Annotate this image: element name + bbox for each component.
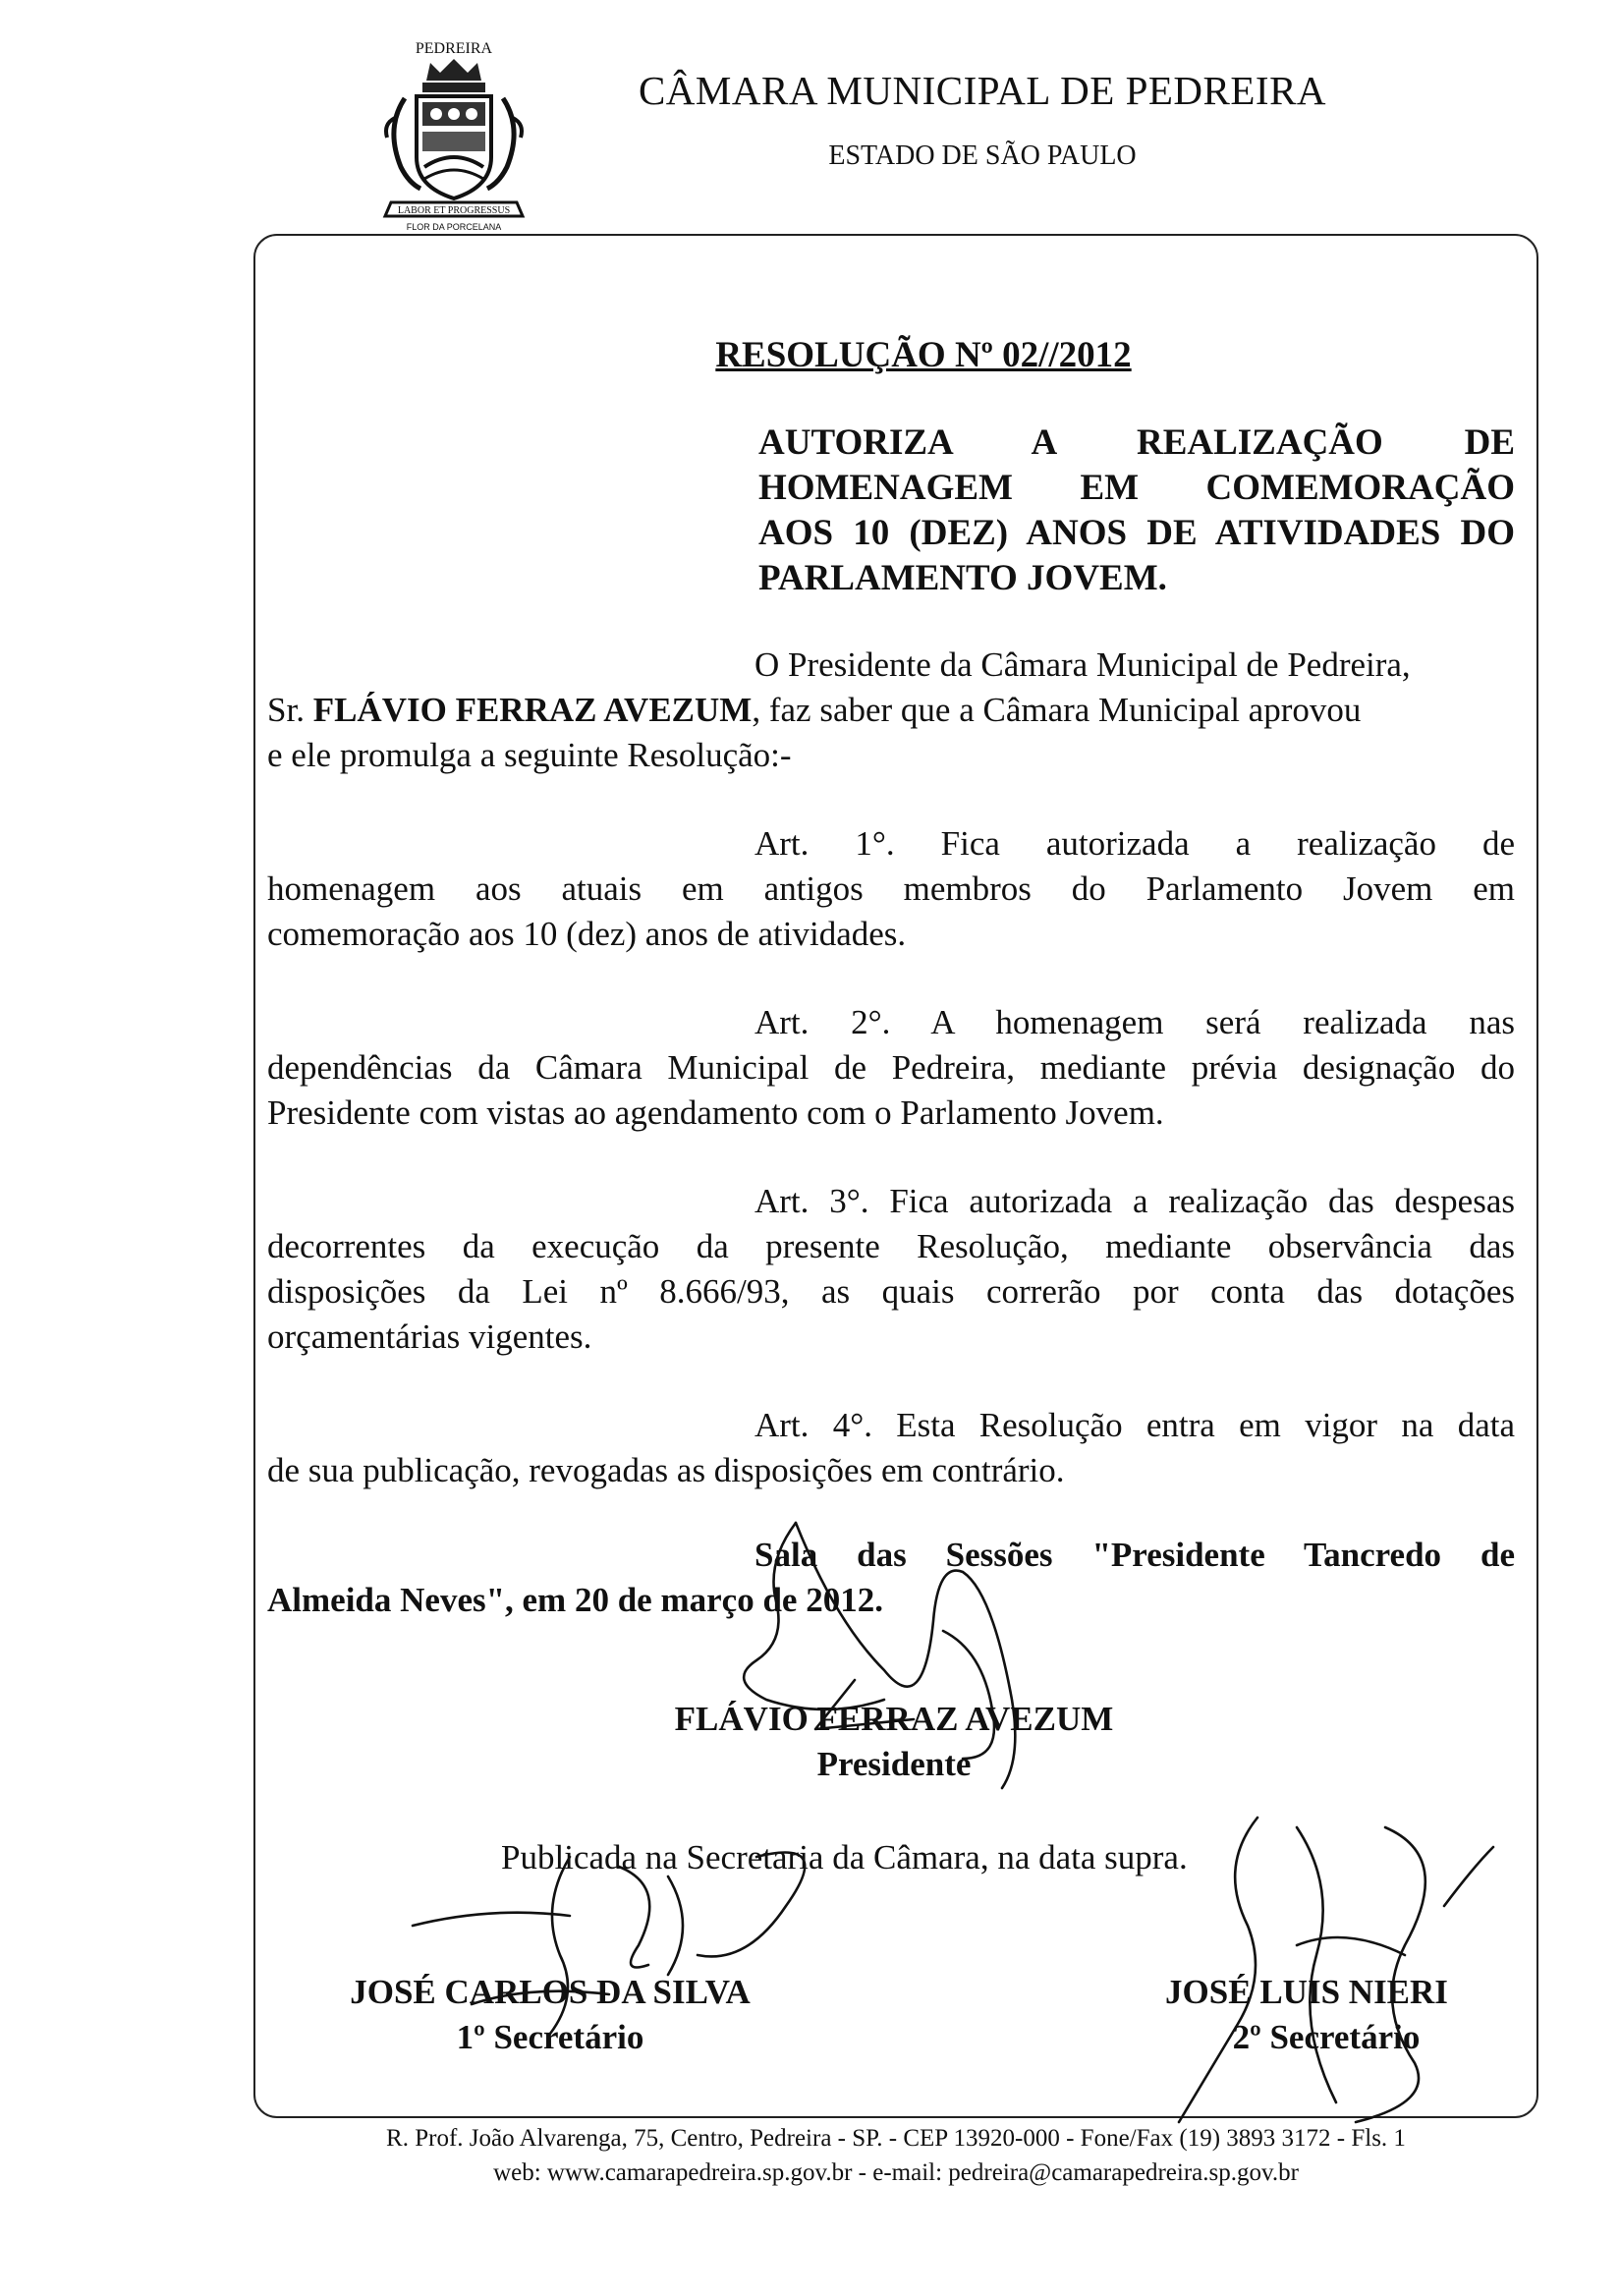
ementa — [758, 420, 1515, 601]
preamble-line: e ele promulga a seguinte Resolução:- — [267, 736, 792, 774]
closing-line: Sala das Sessões "Presidente Tancredo de — [754, 1536, 1515, 1574]
article-1 — [267, 821, 1515, 957]
article-line: de sua publicação, revogadas as disposições em contrário. — [267, 1451, 1065, 1489]
article-4 — [267, 1403, 1515, 1493]
article-line: Presidente com vistas ao agendamento com o Parlamento Jovem. — [267, 1093, 1164, 1132]
article-3 — [267, 1179, 1515, 1360]
preamble-suffix: , faz saber que a Câmara Municipal aprovou — [752, 691, 1362, 729]
article-2 — [267, 1000, 1515, 1136]
article-line: decorrentes da execução da presente Resolução, mediante observância das — [267, 1227, 1515, 1265]
article-line: Art. 2°. A homenagem será realizada nas — [754, 1003, 1515, 1041]
municipal-crest-logo — [365, 29, 542, 246]
article-line: comemoração aos 10 (dez) anos de atividades. — [267, 915, 907, 953]
crest-motto: LABOR ET PROGRESSUS — [397, 205, 511, 216]
article-line: orçamentárias vigentes. — [267, 1317, 592, 1356]
preamble — [267, 643, 1515, 778]
organization-name: CÂMARA MUNICIPAL DE PEDREIRA — [638, 68, 1327, 113]
preamble-line — [267, 688, 1515, 733]
footer-web: web: www.camarapedreira.sp.gov.br - e-mail: pedreira@camarapedreira.sp.gov.br — [493, 2159, 1299, 2186]
president-signature-name: FLÁVIO FERRAZ AVEZUM — [674, 1700, 1114, 1738]
article-line: Art. 1°. Fica autorizada a realização de — [754, 824, 1515, 863]
secretary2-role: 2º Secretário — [1232, 2018, 1421, 2056]
secretary2-name: JOSÉ LUIS NIERI — [1165, 1973, 1448, 2011]
article-line: disposições da Lei nº 8.666/93, as quais correrão por conta das dotações — [267, 1272, 1515, 1311]
president-role: Presidente — [816, 1745, 972, 1783]
article-line: Art. 3°. Fica autorizada a realização das despesas — [754, 1182, 1515, 1220]
footer-address: R. Prof. João Alvarenga, 75, Centro, Pedreira - SP. - CEP 13920-000 - Fone/Fax (19) 3893 3172 - Fls. 1 — [386, 2125, 1406, 2152]
ementa-line: PARLAMENTO JOVEM. — [758, 558, 1167, 598]
organization-state: ESTADO DE SÃO PAULO — [828, 140, 1137, 171]
ementa-line: HOMENAGEM EM COMEMORAÇÃO — [758, 468, 1515, 508]
preamble-prefix: Sr. — [267, 691, 313, 729]
secretary1-handwritten-signature — [373, 1847, 884, 2063]
article-line: dependências da Câmara Municipal de Pedreira, mediante prévia designação do — [267, 1048, 1515, 1087]
ementa-line: AUTORIZA A REALIZAÇÃO DE — [758, 422, 1515, 463]
secretary1-name: JOSÉ CARLOS DA SILVA — [350, 1973, 751, 2011]
preamble-line: O Presidente da Câmara Municipal de Pedreira, — [754, 645, 1411, 684]
ementa-line: AOS 10 (DEZ) ANOS DE ATIVIDADES DO — [758, 513, 1515, 553]
article-line: homenagem aos atuais em antigos membros do Parlamento Jovem em — [267, 869, 1515, 908]
secretary1-role: 1º Secretário — [456, 2018, 644, 2056]
article-line: Art. 4°. Esta Resolução entra em vigor na data — [754, 1406, 1515, 1444]
publication-line: Publicada na Secretaria da Câmara, na data supra. — [501, 1838, 1188, 1876]
president-handwritten-signature — [688, 1503, 1081, 1798]
crest-subtitle: FLOR DA PORCELANA — [406, 222, 502, 232]
secretary2-handwritten-signature — [1159, 1808, 1513, 2132]
crest-text-top: PEDREIRA — [415, 40, 493, 57]
closing-line: Almeida Neves", em 20 de março de 2012. — [267, 1581, 883, 1619]
president-name-inline: FLÁVIO FERRAZ AVEZUM — [312, 691, 753, 729]
resolution-title: RESOLUÇÃO Nº 02//2012 — [715, 335, 1132, 375]
